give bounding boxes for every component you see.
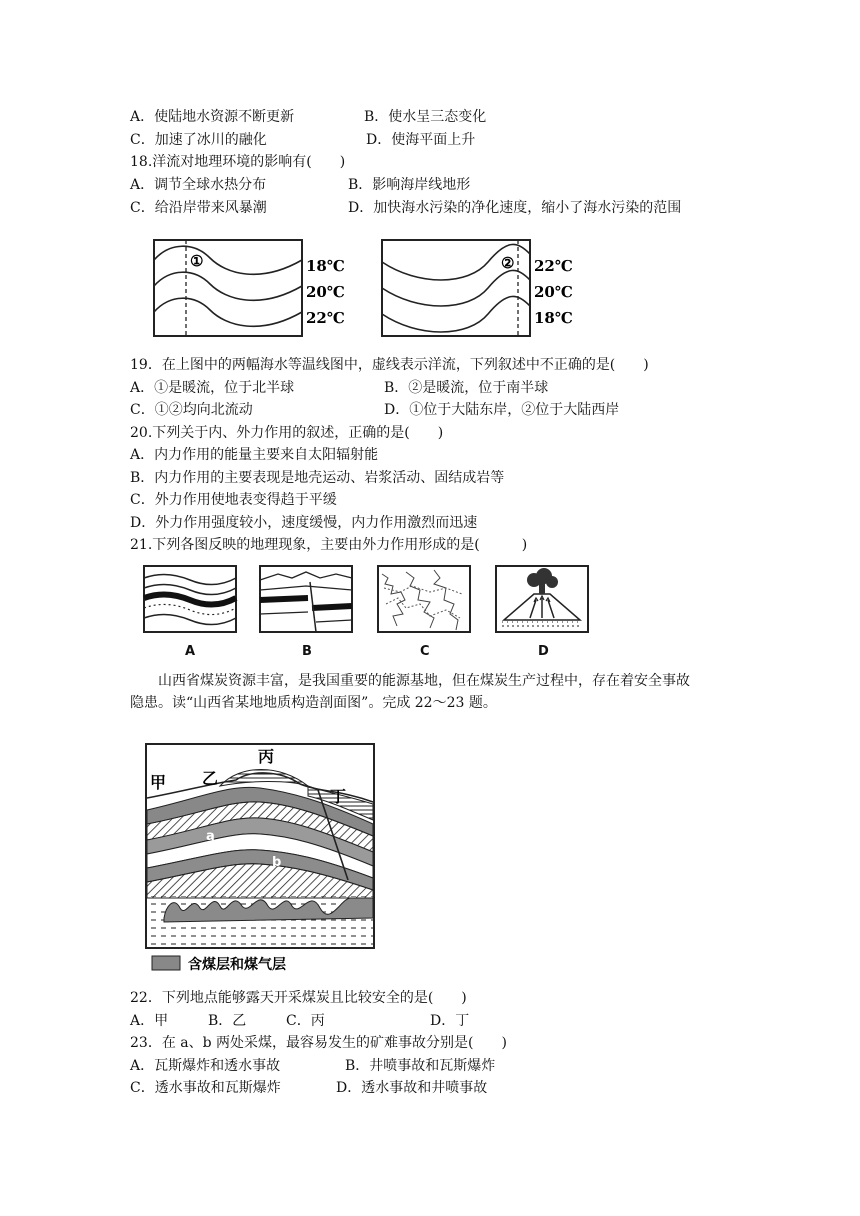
q21-label-c: C [420,644,430,659]
current-marker-2: ② [501,254,515,272]
q21-figure-b [258,564,354,634]
isotherm-label-left-3: 22℃ [306,309,345,327]
q19-stem: 19．在上图中的两幅海水等温线图中，虚线表示洋流，下列叙述中不正确的是( ) [130,357,649,373]
q21-figure-d [494,564,590,634]
q18-option-c: C．给沿岸带来风暴潮 [130,200,267,216]
q19-option-d: D．①位于大陆东岸，②位于大陆西岸 [384,402,620,418]
isotherm-label-right-3: 18℃ [534,309,573,327]
q21-stem: 21.下列各图反映的地理现象，主要由外力作用形成的是( ) [130,537,528,553]
q21-figure-c [376,564,472,634]
layer-label-a: a [206,829,215,844]
legend-coal-layer: 含煤层和煤气层 [188,957,286,973]
q21-label-b: B [302,644,312,659]
q22-stem: 22．下列地点能够露天开采煤炭且比较安全的是( ) [130,990,467,1006]
q20-option-b: B．内力作用的主要表现是地壳运动、岩浆活动、固结成岩等 [130,470,505,486]
location-label-bing: 丙 [258,747,275,766]
q21-figure-a [142,564,238,634]
q17-option-b: B．使水呈三态变化 [364,109,487,125]
q20-stem: 20.下列关于内、外力作用的叙述，正确的是( ) [130,425,444,441]
layer-label-b: b [272,855,282,870]
passage-line-2: 隐患。读“山西省某地地质构造剖面图”。完成 22～23 题。 [130,695,497,711]
q20-option-d: D．外力作用强度较小，速度缓慢，内力作用激烈而迅速 [130,515,478,531]
passage-line-1: 山西省煤炭资源丰富，是我国重要的能源基地，但在煤炭生产过程中，存在着安全事故 [158,673,690,689]
current-marker-1: ① [190,252,204,270]
q22-option-d: D．丁 [430,1013,470,1029]
q23-option-c: C．透水事故和瓦斯爆炸 [130,1080,281,1096]
q23-option-a: A．瓦斯爆炸和透水事故 [130,1058,281,1074]
q17-option-c: C．加速了冰川的融化 [130,132,267,148]
q18-stem: 18.洋流对地理环境的影响有( ) [130,154,346,170]
isotherm-label-right-1: 22℃ [534,257,573,275]
q19-option-b: B．②是暖流，位于南半球 [384,380,549,396]
isotherm-label-left-1: 18℃ [306,257,345,275]
isotherm-label-left-2: 20℃ [306,283,345,301]
q22-option-c: C．丙 [286,1013,325,1029]
isotherm-diagram-left [150,236,350,340]
q18-option-d: D．加快海水污染的净化速度，缩小了海水污染的范围 [348,200,682,216]
geology-cross-section [140,740,380,980]
q23-option-d: D．透水事故和井喷事故 [336,1080,488,1096]
isotherm-label-right-2: 20℃ [534,283,573,301]
q23-option-b: B．井喷事故和瓦斯爆炸 [345,1058,496,1074]
q18-option-a: A．调节全球水热分布 [130,177,267,193]
q22-option-b: B．乙 [208,1013,247,1029]
q22-option-a: A．甲 [130,1013,169,1029]
q20-option-a: A．内力作用的能量主要来自太阳辐射能 [130,447,379,463]
q17-option-d: D．使海平面上升 [366,132,476,148]
q20-option-c: C．外力作用使地表变得趋于平缓 [130,492,337,508]
location-label-ding: 丁 [330,787,347,806]
q23-stem: 23．在 a、b 两处采煤，最容易发生的矿难事故分别是( ) [130,1035,507,1051]
q21-label-d: D [538,644,549,659]
q18-option-b: B．影响海岸线地形 [348,177,471,193]
isotherm-diagram-right [378,236,578,340]
q17-option-a: A．使陆地水资源不断更新 [130,109,295,125]
q19-option-a: A．①是暖流，位于北半球 [130,380,295,396]
q19-option-c: C．①②均向北流动 [130,402,253,418]
location-label-jia: 甲 [150,773,167,792]
location-label-yi: 乙 [202,769,219,788]
q21-label-a: A [185,644,196,659]
